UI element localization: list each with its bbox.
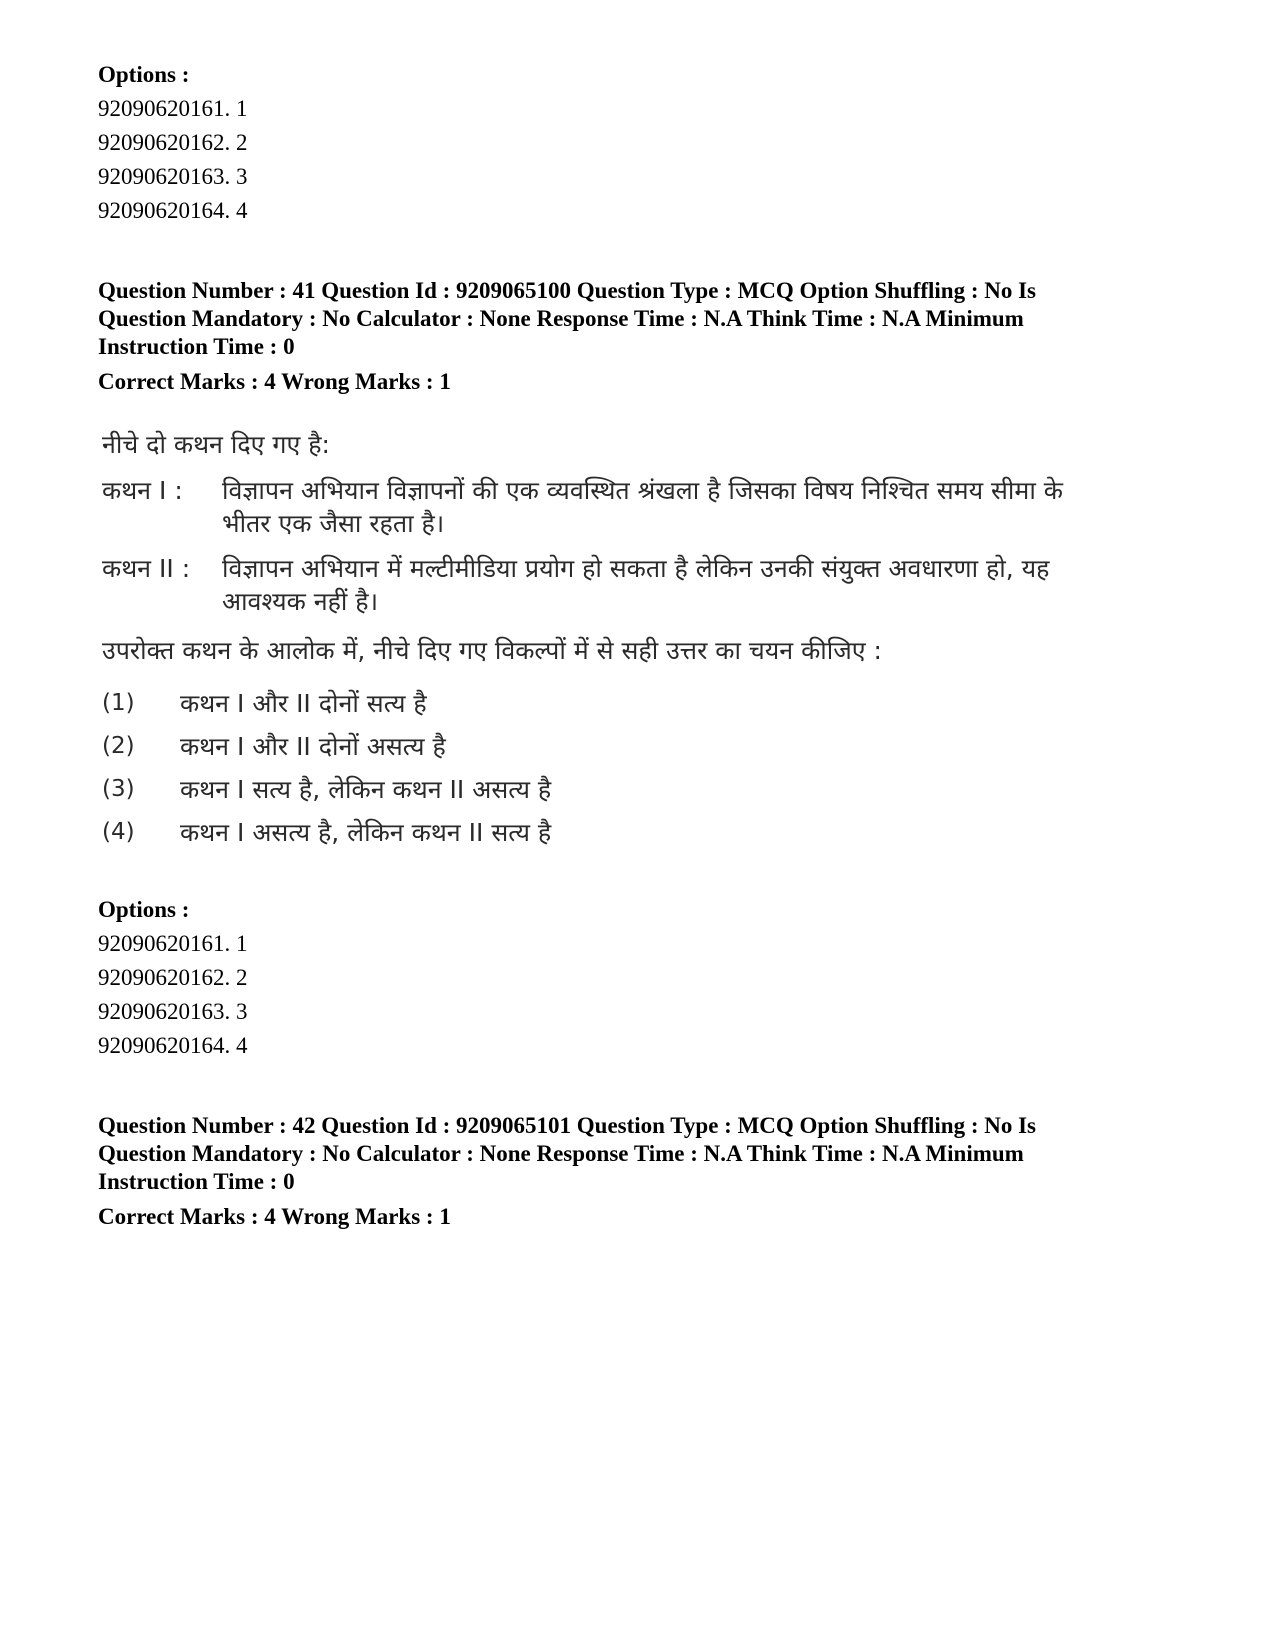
answer-choices	[102, 682, 1112, 854]
choice-text: कथन I और II दोनों सत्य है	[180, 689, 427, 718]
question-41-meta: Question Number : 41 Question Id : 9209065100 Question Type : MCQ Option Shuffling : No Is Question Mandatory : No Calculator : None Response Time : N.A Think Time : N.A Minimum Instruction Time : 0	[98, 278, 1037, 359]
statement-1	[102, 474, 1112, 540]
question-41-options	[98, 893, 1235, 1063]
choice-text: कथन I सत्य है, लेकिन कथन II असत्य है	[180, 775, 552, 804]
option-line: 92090620161. 1	[98, 931, 248, 956]
choice-text: कथन I असत्य है, लेकिन कथन II सत्य है	[180, 818, 552, 847]
choice-number: (2)	[102, 733, 135, 759]
question-42-header	[98, 1112, 1235, 1231]
option-line: 92090620164. 4	[98, 198, 248, 223]
choice-text: कथन I और II दोनों असत्य है	[180, 732, 446, 761]
statement-label: कथन I :	[102, 476, 183, 505]
option-line: 92090620162. 2	[98, 130, 248, 155]
option-line: 92090620164. 4	[98, 1033, 248, 1058]
answer-choice	[102, 682, 1112, 725]
option-line: 92090620163. 3	[98, 164, 248, 189]
question-instruction: उपरोक्त कथन के आलोक में, नीचे दिए गए विकल्पों में से सही उत्तर का चयन कीजिए :	[102, 636, 882, 665]
option-line: 92090620163. 3	[98, 999, 248, 1024]
question-42-marks: Correct Marks : 4 Wrong Marks : 1	[98, 1204, 451, 1229]
answer-choice	[102, 768, 1112, 811]
statement-2	[102, 552, 1112, 618]
question-41-marks: Correct Marks : 4 Wrong Marks : 1	[98, 369, 451, 394]
statement-label: कथन II :	[102, 554, 191, 583]
option-line: 92090620162. 2	[98, 965, 248, 990]
choice-number: (4)	[102, 819, 135, 845]
choice-number: (3)	[102, 776, 135, 802]
question-intro: नीचे दो कथन दिए गए है:	[102, 430, 330, 459]
question-41-header	[98, 277, 1235, 396]
options-heading: Options :	[98, 62, 190, 87]
answer-choice	[102, 725, 1112, 768]
statement-text: विज्ञापन अभियान में मल्टीमीडिया प्रयोग हो सकता है लेकिन उनकी संयुक्त अवधारणा हो, यह आवश्यक नहीं है।	[222, 554, 1050, 616]
option-line: 92090620161. 1	[98, 96, 248, 121]
question-42-meta: Question Number : 42 Question Id : 9209065101 Question Type : MCQ Option Shuffling : No Is Question Mandatory : No Calculator : None Response Time : N.A Think Time : N.A Minimum Instruction Time : 0	[98, 1113, 1037, 1194]
answer-choice	[102, 811, 1112, 854]
statement-text: विज्ञापन अभियान विज्ञापनों की एक व्यवस्थित श्रंखला है जिसका विषय निश्चित समय सीमा के भीतर एक जैसा रहता है।	[222, 476, 1063, 538]
question-41-body	[102, 428, 1112, 854]
choice-number: (1)	[102, 690, 135, 716]
prev-question-options	[98, 58, 1235, 228]
options-heading: Options :	[98, 897, 190, 922]
